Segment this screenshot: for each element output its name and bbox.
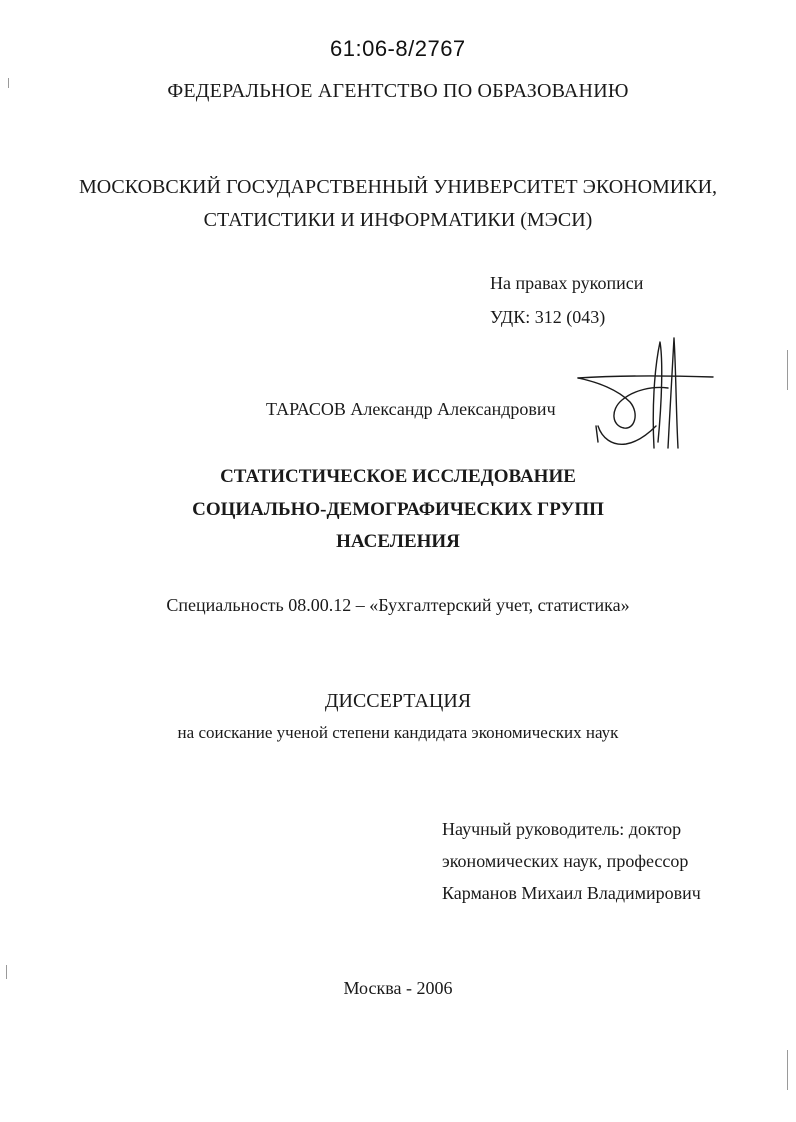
handwritten-signature [568, 330, 718, 460]
dissertation-title-line-3: НАСЕЛЕНИЯ [336, 531, 460, 552]
dissertation-title-line-2: СОЦИАЛЬНО-ДЕМОГРАФИЧЕСКИХ ГРУПП [192, 499, 604, 520]
author-name: ТАРАСОВ Александр Александрович [266, 399, 556, 419]
document-type-heading: ДИССЕРТАЦИЯ [324, 690, 472, 712]
agency-heading: ФЕДЕРАЛЬНОЕ АГЕНТСТВО ПО ОБРАЗОВАНИЮ [167, 80, 629, 102]
scan-speck [787, 1050, 788, 1090]
manuscript-rights-note: На правах рукописи [490, 273, 644, 293]
udk-code: УДК: 312 (043) [490, 307, 606, 327]
scan-speck [6, 965, 7, 979]
specialty-line: Специальность 08.00.12 – «Бухгалтерский учет, статистика» [166, 595, 630, 615]
degree-line: на соискание ученой степени кандидата экономических наук [177, 723, 619, 742]
supervisor-line-3: Карманов Михаил Владимирович [442, 883, 701, 903]
archive-stamp-number: 61:06-8/2767 [330, 36, 466, 61]
university-name-line-1: МОСКОВСКИЙ ГОСУДАРСТВЕННЫЙ УНИВЕРСИТЕТ ЭКОНОМИКИ, [78, 176, 718, 198]
dissertation-title-line-1: СТАТИСТИЧЕСКОЕ ИССЛЕДОВАНИЕ [220, 466, 576, 487]
scan-speck [787, 350, 788, 390]
university-name-line-2: СТАТИСТИКИ И ИНФОРМАТИКИ (МЭСИ) [203, 209, 593, 231]
supervisor-line-2: экономических наук, профессор [442, 851, 689, 871]
supervisor-line-1: Научный руководитель: доктор [442, 819, 682, 839]
scan-speck [8, 78, 9, 88]
city-year-line: Москва - 2006 [343, 978, 453, 998]
